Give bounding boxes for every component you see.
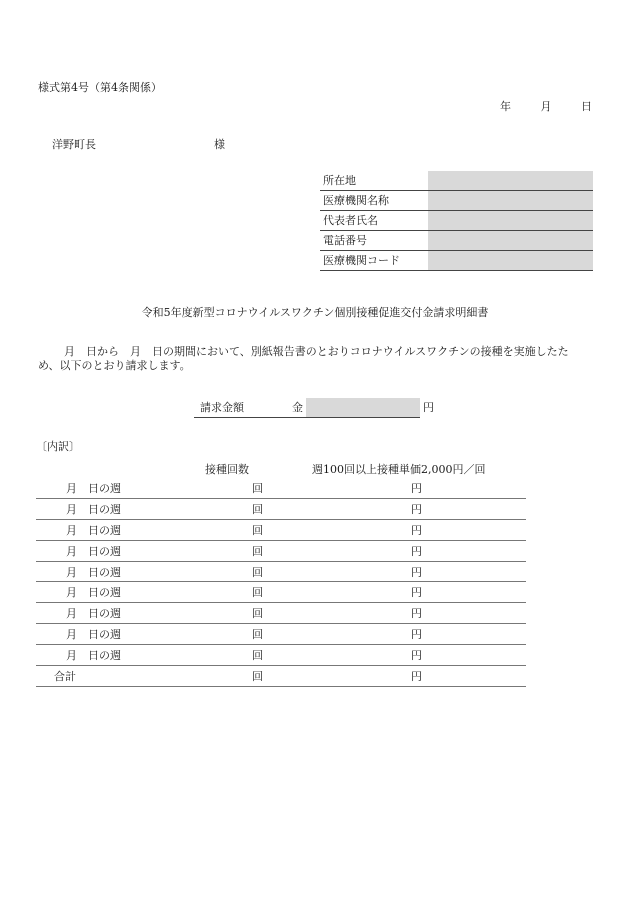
form-number: 様式第4号（第4条関係） (38, 81, 162, 94)
amount-cell: 円 (411, 565, 422, 579)
body-text-line1: 月 日から 月 日の期間において、別紙報告書のとおりコロナウイルスワクチンの接種を実施したた (64, 345, 569, 358)
amount-cell: 円 (411, 523, 422, 537)
week-cell: 月 日の週 (66, 502, 121, 516)
count-cell: 回 (252, 523, 263, 537)
table-row (36, 562, 526, 583)
institution-row-representative (320, 211, 593, 231)
institution-row-address (320, 171, 593, 191)
institution-table (320, 171, 593, 271)
week-cell: 月 日の週 (66, 482, 121, 495)
address-field[interactable] (428, 171, 593, 190)
amount-cell: 円 (411, 649, 422, 663)
table-row (36, 582, 526, 603)
total-label: 合計 (54, 670, 76, 684)
amount-cell: 円 (411, 670, 422, 684)
breakdown-heading: 〔内訳〕 (36, 440, 80, 453)
institution-code-field[interactable] (428, 251, 593, 270)
claim-amount-prefix: 金 (292, 401, 303, 414)
table-row (36, 478, 526, 499)
institution-label: 医療機関コード (323, 254, 400, 267)
document-title: 令和5年度新型コロナウイルスワクチン個別接種促進交付金請求明細書 (141, 306, 489, 319)
body-text-line2: め、以下のとおり請求します。 (38, 359, 191, 372)
count-cell: 回 (252, 502, 263, 516)
week-cell: 月 日の週 (66, 649, 121, 663)
table-row (36, 541, 526, 562)
institution-label: 電話番号 (323, 234, 367, 247)
honorific: 様 (214, 138, 225, 151)
column-header-price: 週100回以上接種単価2,000円／回 (312, 463, 486, 476)
claim-amount-suffix: 円 (423, 401, 434, 414)
table-row (36, 499, 526, 520)
amount-cell: 円 (411, 628, 422, 642)
count-cell: 回 (252, 628, 263, 642)
column-header-count: 接種回数 (205, 463, 249, 476)
week-cell: 月 日の週 (66, 565, 121, 579)
phone-field[interactable] (428, 231, 593, 250)
claim-amount (194, 398, 420, 418)
breakdown-table (36, 478, 526, 687)
count-cell: 回 (252, 607, 263, 621)
institution-name-field[interactable] (428, 191, 593, 210)
count-cell: 回 (252, 565, 263, 579)
amount-cell: 円 (411, 544, 422, 558)
count-cell: 回 (252, 586, 263, 600)
institution-label: 所在地 (323, 174, 356, 187)
institution-label: 代表者氏名 (323, 214, 378, 227)
count-cell: 回 (252, 670, 263, 684)
count-cell: 回 (252, 649, 263, 663)
week-cell: 月 日の週 (66, 523, 121, 537)
institution-row-name (320, 191, 593, 211)
claim-amount-field[interactable] (306, 398, 420, 417)
count-cell: 回 (252, 544, 263, 558)
claim-amount-label: 請求金額 (200, 401, 244, 414)
date-day-label: 日 (581, 100, 592, 113)
amount-cell: 円 (411, 482, 422, 495)
table-row (36, 624, 526, 645)
table-row (36, 645, 526, 666)
institution-row-code (320, 251, 593, 271)
week-cell: 月 日の週 (66, 628, 121, 642)
amount-cell: 円 (411, 586, 422, 600)
addressee: 洋野町長 (52, 138, 96, 151)
week-cell: 月 日の週 (66, 544, 121, 558)
week-cell: 月 日の週 (66, 586, 121, 600)
week-cell: 月 日の週 (66, 607, 121, 621)
institution-row-phone (320, 231, 593, 251)
institution-label: 医療機関名称 (323, 194, 389, 207)
table-row (36, 603, 526, 624)
amount-cell: 円 (411, 607, 422, 621)
date-year-label: 年 (500, 100, 511, 113)
date-line (494, 101, 592, 112)
amount-cell: 円 (411, 502, 422, 516)
table-row-total (36, 666, 526, 687)
count-cell: 回 (252, 482, 263, 495)
table-row (36, 520, 526, 541)
representative-field[interactable] (428, 211, 593, 230)
date-month-label: 月 (540, 100, 552, 113)
